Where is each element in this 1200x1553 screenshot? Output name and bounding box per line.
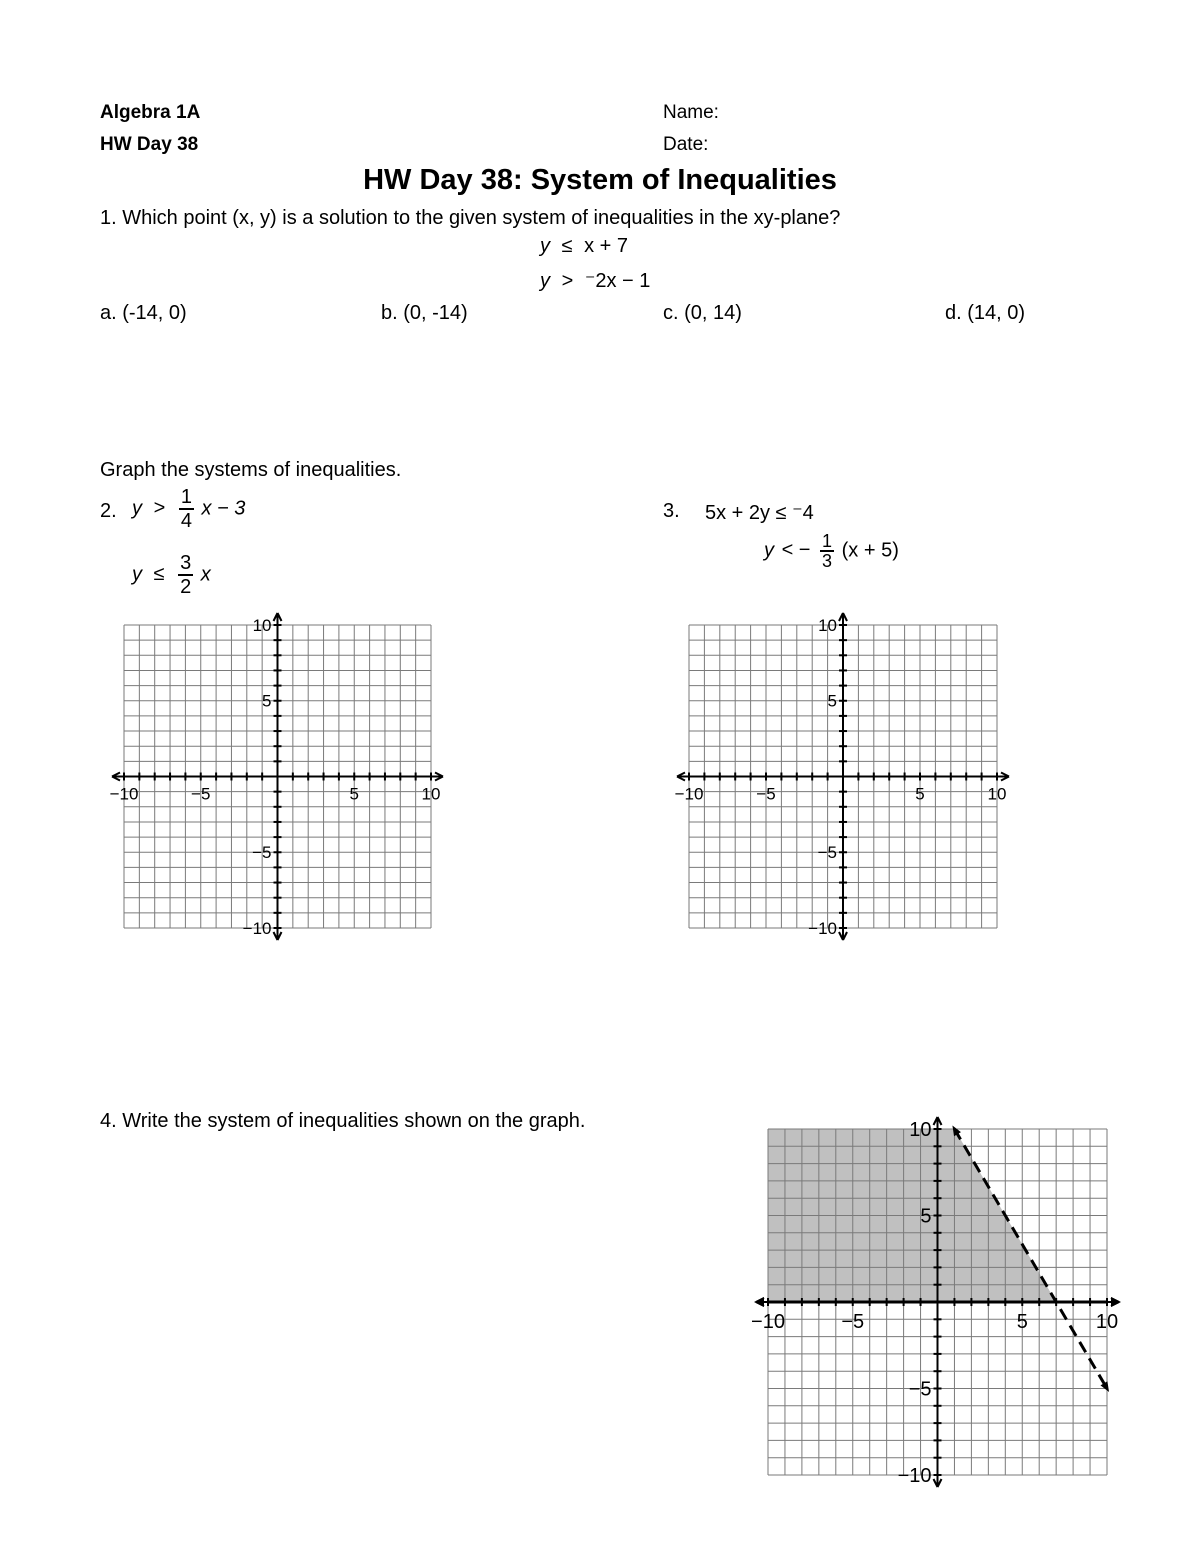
x-tick-label: 10 [421,784,441,804]
choice-b: b. (0, -14) [381,302,468,324]
line-arrow-start [754,1297,764,1307]
q2-number: 2. [100,500,117,522]
y-tick-label: 5 [920,1205,932,1228]
y-tick-label: 10 [818,615,837,635]
line-arrow-end [1111,1297,1121,1307]
choice-d: d. (14, 0) [945,302,1026,324]
q3-inequality-1: 5x + 2y ≤ ⁻4 [705,502,814,524]
y-tick-label: 5 [262,691,272,711]
x-tick-label: 10 [1095,1311,1119,1333]
y-tick-label: −5 [817,843,837,863]
y-tick-label: −10 [897,1465,932,1487]
q2-inequality-1: y > $\frac{1}{4}$ x − 3 [132,486,246,532]
q4-prompt: 4. Write the system of inequalities shown on the graph. [100,1110,586,1132]
q1-inequality-2: y > ⁻2x − 1 [540,270,651,292]
graph-q3[interactable] [659,595,1027,958]
x-tick-label: 5 [1016,1311,1028,1333]
date-label: Date: [663,134,709,155]
name-label: Name: [663,102,719,123]
q1-inequality-1: y ≤ x + 7 [540,235,629,257]
x-tick-label: −10 [674,784,704,804]
q1-prompt: 1. Which point (x, y) is a solution to the given system of inequalities in the xy-plane? [100,207,841,229]
x-tick-label: 10 [987,784,1007,804]
course-label: Algebra 1A [100,102,201,123]
choice-a: a. (-14, 0) [100,302,187,324]
line-arrow-end [1101,1381,1110,1392]
x-tick-label: −5 [756,784,776,804]
x-tick-label: −5 [841,1311,865,1333]
graph-instructions: Graph the systems of inequalities. [100,459,402,481]
x-tick-label: −10 [109,784,139,804]
q3-inequality-2: y < − $\frac{1}{3}$ (x + 5) [764,531,899,571]
choice-c: c. (0, 14) [663,302,742,324]
y-tick-label: 10 [909,1119,932,1141]
x-tick-label: −10 [751,1311,785,1333]
y-tick-label: 5 [827,691,837,711]
y-tick-label: −5 [908,1378,932,1401]
y-tick-label: −10 [242,918,272,938]
q3-number: 3. [663,500,680,522]
hw-label: HW Day 38 [100,134,199,155]
q2-inequality-2: y ≤ $\frac{3}{2}$ x [132,552,211,598]
y-tick-label: 10 [252,615,272,635]
page-title: HW Day 38: System of Inequalities [363,164,837,196]
x-tick-label: 5 [915,784,925,804]
graph-q4 [738,1099,1137,1505]
y-tick-label: −5 [252,843,272,863]
y-tick-label: −10 [808,918,837,938]
graph-q2[interactable] [94,595,461,958]
x-tick-label: 5 [349,784,359,804]
x-tick-label: −5 [191,784,211,804]
